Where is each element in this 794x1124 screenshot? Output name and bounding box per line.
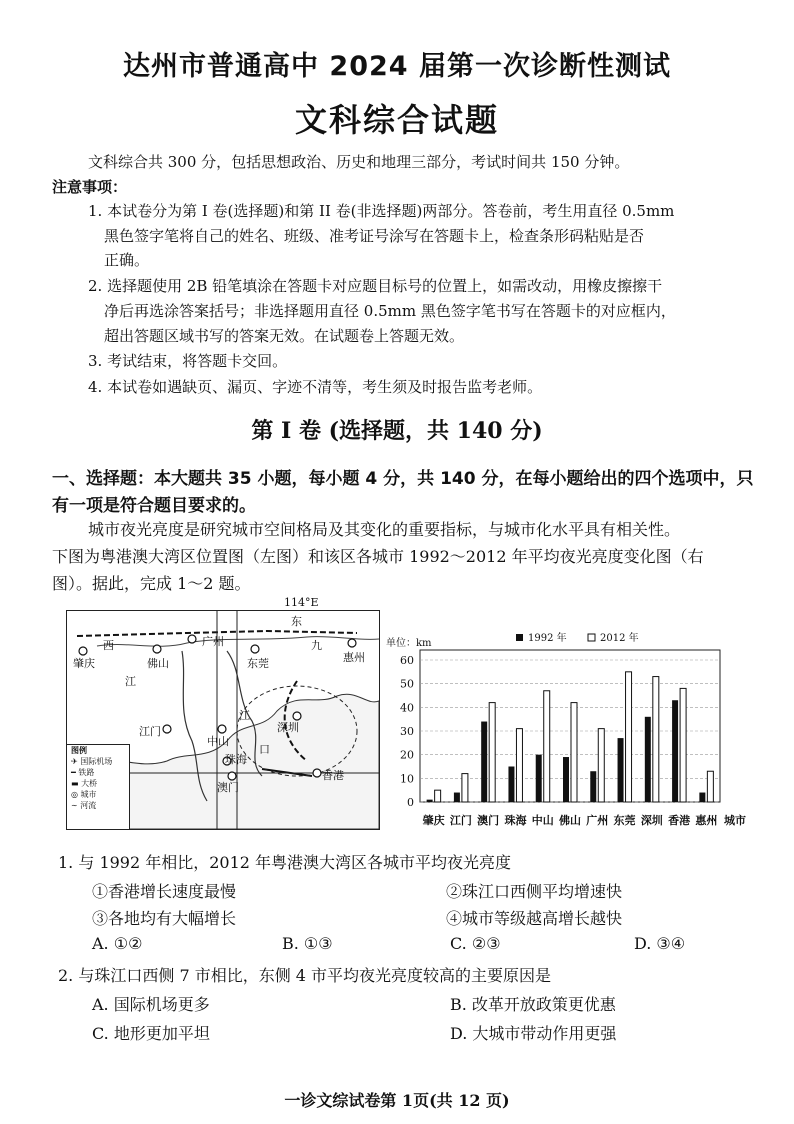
question-1-option: A. ①② xyxy=(92,934,143,953)
legend-swatch-1992 xyxy=(516,634,523,641)
legend-item xyxy=(67,767,129,778)
city-label: 佛山 xyxy=(147,657,169,670)
x-tick-label: 广州 xyxy=(586,814,609,827)
bar-2012 xyxy=(653,677,659,802)
map-text: 西 xyxy=(103,639,114,652)
x-tick-label: 惠州 xyxy=(695,814,718,827)
notice-line: 2. 选择题使用 2B 铅笔填涂在答题卡对应题目标号的位置上，如需改动，用橡皮擦擦干 xyxy=(88,277,663,295)
city-label: 香港 xyxy=(322,769,344,782)
section-title: 第 I 卷 (选择题，共 140 分) xyxy=(251,418,543,444)
question-1-item: ②珠江口西侧平均增速快 xyxy=(446,882,623,901)
y-tick-label: 0 xyxy=(407,796,414,809)
city-label: 澳门 xyxy=(217,781,239,794)
y-tick-label: 30 xyxy=(400,725,414,738)
notice-line: 4. 本试卷如遇缺页、漏页、字迹不清等，考生须及时报告监考老师。 xyxy=(88,378,543,396)
bridge-icon: ▬ xyxy=(71,779,79,788)
legend-item xyxy=(67,778,129,789)
bar-1992 xyxy=(427,800,433,802)
bar-2012 xyxy=(598,729,604,802)
city-label: 东莞 xyxy=(247,657,269,670)
bar-1992 xyxy=(645,717,651,802)
x-tick-label: 香港 xyxy=(668,814,691,827)
city-label: 惠州 xyxy=(343,651,365,664)
x-tick-label: 东莞 xyxy=(613,814,636,827)
night-light-bar-chart xyxy=(384,628,774,838)
passage-line: 下图为粤港澳大湾区位置图（左图）和该区各城市 1992～2012 年平均夜光亮度变化图（右 xyxy=(52,547,704,566)
railway-icon: ━ xyxy=(71,768,76,777)
bar-1992 xyxy=(672,700,678,802)
bar-1992 xyxy=(508,767,514,803)
bar-1992 xyxy=(618,738,624,802)
bar-2012 xyxy=(626,672,632,802)
question-2-option: B. 改革开放政策更优惠 xyxy=(450,995,616,1014)
bar-1992 xyxy=(563,757,569,802)
x-tick-label: 佛山 xyxy=(559,814,581,827)
map-text: 九 xyxy=(311,639,322,652)
legend-label: 国际机场 xyxy=(80,757,113,766)
x-tick-label: 澳门 xyxy=(477,814,500,827)
longitude-label: 114°E xyxy=(284,596,319,609)
bar-1992 xyxy=(699,793,705,802)
legend-item xyxy=(67,756,129,767)
question-1-option: D. ③④ xyxy=(634,934,686,953)
page-footer: 一诊文综试卷第 1页(共 12 页) xyxy=(284,1091,510,1110)
legend-label: 河流 xyxy=(80,801,97,810)
city-icon: ◎ xyxy=(71,790,78,799)
exam-subtitle: 文科综合试题 xyxy=(294,101,499,139)
x-tick-label: 肇庆 xyxy=(422,814,445,827)
question-2-option: D. 大城市带动作用更强 xyxy=(450,1024,617,1043)
question-1-option: C. ②③ xyxy=(450,934,501,953)
airport-icon: ✈ xyxy=(71,757,78,766)
section-instruction: 一、选择题：本大题共 35 小题，每小题 4 分，共 140 分，在每小题给出的四个选项中，只 xyxy=(52,469,754,489)
legend-item xyxy=(67,789,129,800)
city-label: 中山 xyxy=(207,735,229,748)
question-1-item: ①香港增长速度最慢 xyxy=(92,882,237,901)
bar-2012 xyxy=(516,729,522,802)
bar-1992 xyxy=(536,755,542,802)
legend-swatch-2012 xyxy=(588,634,595,641)
bar-1992 xyxy=(454,793,460,802)
bar-2012 xyxy=(544,691,550,802)
bar-2012 xyxy=(435,790,441,802)
map-legend xyxy=(66,744,130,830)
bar-2012 xyxy=(571,703,577,802)
y-tick-label: 50 xyxy=(400,677,414,691)
legend-item xyxy=(67,800,129,811)
bar-2012 xyxy=(707,771,713,802)
bar-1992 xyxy=(590,771,596,802)
exam-title: 达州市普通高中 2024 届第一次诊断性测试 xyxy=(123,51,671,82)
bar-2012 xyxy=(489,703,495,802)
city-label: 广州 xyxy=(202,635,224,648)
passage-line: 城市夜光亮度是研究城市空间格局及其变化的重要指标，与城市化水平具有相关性。 xyxy=(88,520,681,539)
map-text: 江 xyxy=(125,675,136,688)
y-tick-label: 20 xyxy=(400,748,414,762)
legend-label-2012: 2012 年 xyxy=(600,633,639,644)
question-2-option: A. 国际机场更多 xyxy=(92,995,210,1014)
bar-2012 xyxy=(462,774,468,802)
city-label: 深圳 xyxy=(277,721,299,734)
question-2-option: C. 地形更加平坦 xyxy=(92,1024,210,1043)
city-label: 珠海 xyxy=(225,753,247,766)
legend-label: 城市 xyxy=(80,790,97,799)
legend-title: 图例 xyxy=(71,745,87,755)
x-tick-label: 深圳 xyxy=(640,814,663,827)
question-1-stem: 1. 与 1992 年相比，2012 年粤港澳大湾区各城市平均夜光亮度 xyxy=(58,853,512,872)
map-text: 口 xyxy=(259,743,270,756)
x-tick-label: 江门 xyxy=(449,814,472,827)
legend-label-1992: 1992 年 xyxy=(528,633,567,644)
notice-line: 正确。 xyxy=(104,251,150,269)
intro-text: 文科综合共 300 分，包括思想政治、历史和地理三部分，考试时间共 150 分钟。 xyxy=(88,153,630,171)
notice-line: 黑色签字笔将自己的姓名、班级、准考证号涂写在答题卡上，检查条形码粘贴是否 xyxy=(104,227,645,245)
notice-heading: 注意事项： xyxy=(52,178,128,196)
notice-line: 1. 本试卷分为第 I 卷(选择题)和第 II 卷(非选择题)两部分。答卷前，考生用直径 0.5mm xyxy=(88,202,675,220)
question-1-item: ③各地均有大幅增长 xyxy=(92,909,237,928)
x-tick-label: 中山 xyxy=(531,814,554,827)
question-1-option: B. ①③ xyxy=(282,934,333,953)
notice-line: 3. 考试结束，将答题卡交回。 xyxy=(88,352,288,370)
question-2-stem: 2. 与珠江口西侧 7 市相比，东侧 4 市平均夜光亮度较高的主要原因是 xyxy=(58,966,552,985)
map-text: 江 xyxy=(239,709,250,722)
city-label: 江门 xyxy=(139,725,161,738)
river-icon: ∼ xyxy=(71,801,78,810)
notice-line: 净后再选涂答案括号；非选择题用直径 0.5mm 黑色签字笔书写在答题卡的对应框内， xyxy=(104,302,676,320)
bar-1992 xyxy=(481,722,487,802)
map-text: 东 xyxy=(291,615,302,628)
x-axis-suffix: 城市 xyxy=(724,814,746,827)
notice-line: 超出答题区域书写的答案无效。在试题卷上答题无效。 xyxy=(104,327,465,345)
y-tick-label: 60 xyxy=(400,654,414,667)
passage-line: 图）。据此，完成 1～2 题。 xyxy=(52,574,251,593)
legend-label: 铁路 xyxy=(78,768,95,777)
legend-label: 大桥 xyxy=(81,779,98,788)
city-label: 肇庆 xyxy=(73,657,95,670)
bar-2012 xyxy=(680,688,686,802)
question-1-item: ④城市等级越高增长越快 xyxy=(446,909,623,928)
y-tick-label: 40 xyxy=(400,701,414,715)
y-tick-label: 10 xyxy=(400,772,414,786)
section-instruction: 有一项是符合题目要求的。 xyxy=(52,496,256,516)
unit-label: 单位：km xyxy=(386,638,432,649)
x-tick-label: 珠海 xyxy=(504,814,527,827)
